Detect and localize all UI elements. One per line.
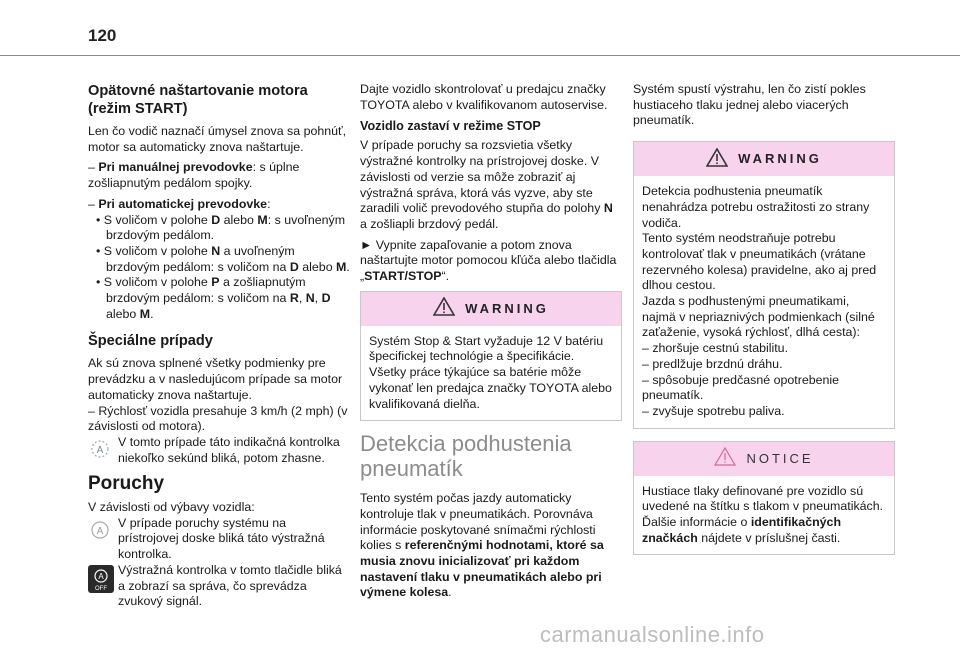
section-heading-restart: Opätovné naštartovanie motora (režim START): [88, 83, 308, 117]
auto-a-warning-icon: [88, 518, 112, 542]
warning-dash-item: – spôsobuje predčasné opotrebenie pneumatík.: [642, 372, 840, 403]
subheading-stop-mode: Vozidlo zastaví v režime STOP: [360, 119, 541, 134]
svg-text:OFF: OFF: [95, 585, 107, 592]
section-heading-special: Špeciálne prípady: [88, 333, 213, 350]
svg-text:A: A: [96, 525, 104, 537]
warning-dash-item: – zhoršuje cestnú stabilitu.: [642, 341, 789, 356]
notice-box: [633, 441, 895, 556]
bullet-item: • S voličom v polohe P a zošliapnutým brzdovým pedálom: s voličom na R, N, D alebo M.: [96, 275, 331, 321]
paragraph: Ak sú znova splnené všetky podmienky pre prevádzku a v nasledujúcom prípade sa motor automaticky znova naštartuje.: [88, 356, 343, 402]
notice-text: Hustiace tlaky definované pre vozidlo sú uvedené na štítku s tlakom v pneumatikách. Ďalšie informácie o identifikačných značkách nájdete v príslušnej časti.: [642, 483, 884, 545]
warning-body: [634, 176, 894, 428]
warning-header: WARNING: [634, 142, 894, 176]
section-heading-faults: Poruchy: [88, 473, 165, 495]
warning-text: Systém Stop & Start vyžaduje 12 V batériu špecifickej technológie a špecifikácie. Všetky práce týkajúce sa batérie môže vykonať len predajca značky TOYOTA alebo kvalifikovaná dielňa.: [369, 333, 612, 411]
warning-line: Tento systém neodstraňuje potrebu kontrolovať tlak v pneumatikách (vrátane rezervného kolesa) pravidelne, ako aj pred dlhou cestou.: [642, 231, 877, 293]
paragraph: Dajte vozidlo skontrolovať u predajcu značky TOYOTA alebo v kvalifikovanom autoservise.: [360, 82, 608, 112]
action-item: ► Vypnite zapaľovanie a potom znova naštartujte motor pomocou kľúča alebo tlačidla „START/STOP“.: [360, 237, 617, 284]
notice-triangle-icon: [714, 447, 736, 470]
page-number: 120: [88, 26, 117, 45]
notice-header: NOTICE: [634, 442, 894, 476]
svg-text:A: A: [98, 571, 104, 581]
paragraph: Tento systém počas jazdy automaticky kontroluje tlak v pneumatikách. Porovnáva informácie poskytované snímačmi rýchlosti kolies s referenčnými hodnotami, ktoré sa musia znovu inicializovať pri každom nastavení tlaku v pneumatikách alebo pri výmene kolesa.: [360, 491, 604, 600]
bullet-item: • S voličom v polohe N a uvoľneným brzdovým pedálom: s voličom na D alebo M.: [96, 243, 350, 274]
manual-gearbox-item: – Pri manuálnej prevodovke: s úplne zošliapnutým pedálom spojky.: [88, 160, 300, 191]
warning-triangle-icon: [433, 297, 455, 320]
auto-a-indicator-icon: [88, 437, 112, 461]
svg-text:A: A: [96, 444, 104, 456]
section-title-underinflation: Detekcia podhustenia pneumatík: [360, 431, 572, 482]
fault-note-1: A V prípade poruchy systému na prístrojovej doske bliká táto výstražná kontrolka.: [88, 516, 350, 563]
warning-line: Detekcia podhustenia pneumatík nenahrádza potrebu ostražitosti zo strany vodiča.: [642, 184, 870, 230]
paragraph: V prípade poruchy sa rozsvietia všetky výstražné kontrolky na prístrojovej doske. V závislosti od verzie sa môže zobraziť aj výstražná správa, ktorá vás vyzve, aby ste zaradili volič prevodového stupňa do polohy N a zošliapli brzdový pedál.: [360, 138, 613, 231]
warning-box-battery: [360, 291, 622, 422]
auto-gearbox-item: – Pri automatickej prevodovke:: [88, 196, 271, 211]
paragraph: Len čo vodič naznačí úmysel znova sa pohnúť, motor sa automaticky znova naštartuje.: [88, 124, 347, 154]
watermark: carmanualsonline.info: [540, 622, 765, 647]
warning-triangle-icon: [706, 148, 728, 171]
warning-line: Jazda s podhustenými pneumatikami, najmä v nepriaznivých podmienkach (silné zaťaženie, vysoká rýchlosť, dlhá cesta):: [642, 294, 875, 340]
paragraph: Systém spustí výstrahu, len čo zistí pokles hustiaceho tlaku jednej alebo viacerých pneumatík.: [633, 82, 866, 128]
indicator-note: A V tomto prípade táto indikačná kontrolka niekoľko sekúnd bliká, potom zhasne.: [88, 435, 350, 466]
column-1: [88, 82, 350, 610]
dash-item: – Rýchlosť vozidla presahuje 3 km/h (2 mph) (v závislosti od motora).: [88, 403, 348, 434]
warning-dash-item: – zvyšuje spotrebu paliva.: [642, 403, 785, 418]
warning-dash-item: – predlžuje brzdnú dráhu.: [642, 356, 783, 371]
warning-box-tyres: [633, 141, 895, 429]
column-2: [360, 82, 622, 606]
top-divider: [0, 55, 960, 56]
a-off-button-icon: [88, 565, 114, 593]
bullet-item: • S voličom v polohe D alebo M: s uvoľneným brzdovým pedálom.: [96, 212, 346, 243]
column-3: [633, 82, 895, 563]
warning-header: WARNING: [361, 292, 621, 326]
paragraph: V závislosti od výbavy vozidla:: [88, 500, 255, 515]
fault-note-2: A OFF Výstražná kontrolka v tomto tlačidle bliká a zobrazí sa správa, čo sprevádza zvukový signál.: [88, 563, 350, 610]
